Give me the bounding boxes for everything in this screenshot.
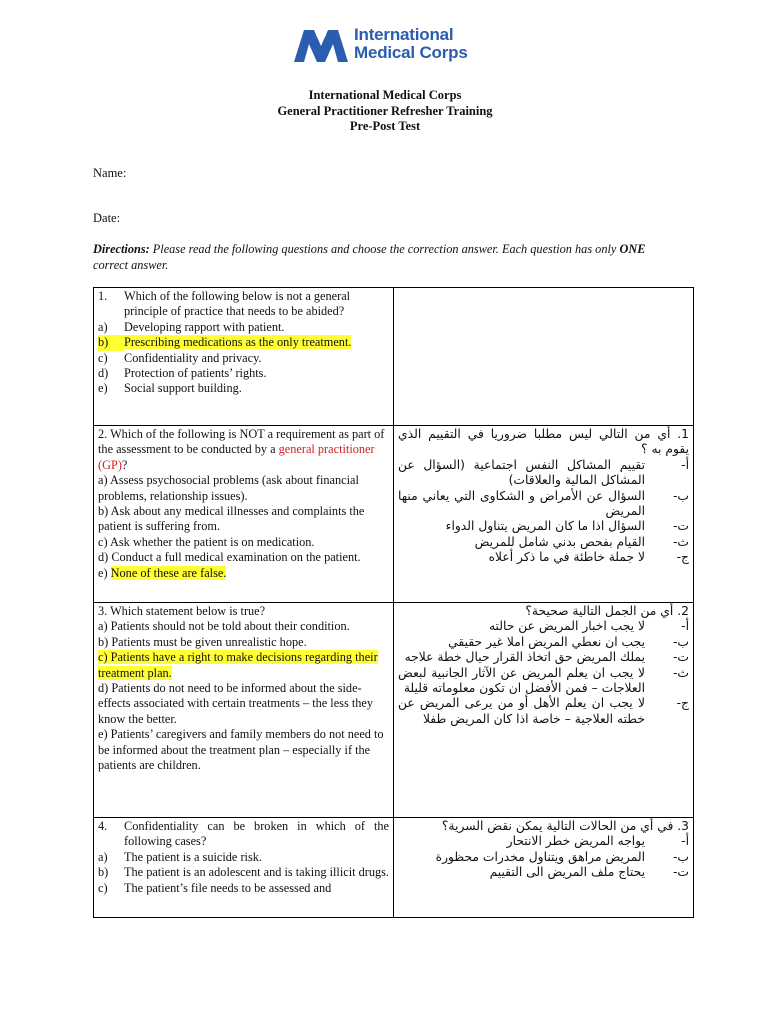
- directions-one: ONE: [619, 242, 646, 256]
- question-2-arabic: [394, 603, 694, 818]
- directions-text-1: Please read the following questions and choose the correction answer. Each question has only: [149, 242, 620, 256]
- question-1-option-a: a) Developing rapport with patient.: [98, 319, 285, 334]
- question-1-stem: 1. Which of the following below is not a general principle of practice that needs to be abided?: [98, 289, 351, 319]
- arabic-question-2-option: أ- لا يجب اخبار المريض عن حالته: [488, 619, 689, 634]
- question-2-option-a: a) Assess psychosocial problems (ask about financial problems, relationship issues).: [98, 473, 359, 503]
- table-row: [94, 426, 694, 603]
- arabic-question-2-option: ت- يملك المريض حق اتخاذ القرار حيال خطة علاجه: [404, 650, 689, 665]
- question-3-arabic: [394, 818, 694, 918]
- imc-logo-icon: [292, 28, 350, 64]
- question-2-option-d: d) Conduct a full medical examination on the patient.: [98, 550, 361, 565]
- logo-line-2: Medical Corps: [354, 43, 468, 62]
- directions-text-2: correct answer.: [93, 258, 169, 272]
- date-field-label: Date:: [93, 211, 121, 225]
- arabic-question-2-option: ب- يجب ان نعطي المريض املا غير حقيقي: [448, 634, 689, 649]
- question-3-option-c: [98, 650, 389, 681]
- question-4-english: [94, 818, 394, 918]
- question-1-option-b: b) Prescribing medications as the only treatment.: [98, 335, 352, 350]
- arabic-question-1-stem: 1. أي من التالي ليس مطلبا ضروريا في التقييم الذي يقوم به ؟: [398, 427, 689, 457]
- directions-label: Directions:: [93, 242, 150, 256]
- highlighted-answer: None of these are false.: [110, 565, 227, 580]
- arabic-question-3-option: أ- يواجه المريض خطر الانتحار: [506, 834, 689, 849]
- question-2-red-term: general practitioner (GP): [98, 442, 375, 472]
- question-4-option-c: c) The patient’s file needs to be assessed and: [98, 880, 332, 895]
- heading-title: International Medical Corps: [308, 88, 462, 102]
- arabic-question-1-option: ت- السؤال اذا ما كان المريض يتناول الدواء: [445, 519, 689, 534]
- question-1-arabic-empty: [394, 288, 694, 426]
- question-2-option-b: b) Ask about any medical illnesses and complaints the patient is suffering from.: [98, 504, 365, 534]
- arabic-question-1-option: أ- تقييم المشاكل النفس اجتماعية (السؤال عن المشاكل المالية والعلاقات): [398, 457, 689, 488]
- highlighted-answer: c) Patients have a right to make decisions regarding their treatment plan.: [98, 650, 378, 680]
- question-3-option-b: b) Patients must be given unrealistic hope.: [98, 634, 307, 649]
- table-row: [94, 288, 694, 426]
- table-row: [94, 818, 694, 918]
- logo-wordmark: [354, 26, 468, 62]
- question-2-english: [94, 426, 394, 603]
- question-1-number: 1.: [98, 289, 108, 303]
- highlighted-answer: Prescribing medications as the only treatment.: [124, 335, 352, 350]
- name-field-label: Name:: [93, 166, 127, 180]
- question-1-arabic: [394, 426, 694, 603]
- question-3-option-e: e) Patients’ caregivers and family members do not need to be informed about the treatment plan – especially if the patients are children.: [98, 727, 384, 773]
- directions: [93, 241, 673, 273]
- logo-line-1: International: [354, 25, 454, 44]
- question-4-number: 4.: [98, 819, 108, 833]
- question-1-option-d: d) Protection of patients’ rights.: [98, 366, 267, 381]
- question-2-option-c: c) Ask whether the patient is on medication.: [98, 534, 315, 549]
- table-row: [94, 603, 694, 818]
- arabic-question-3-stem: 3. في أي من الحالات التالية يمكن نقض السرية؟: [441, 819, 689, 833]
- question-3-option-a: a) Patients should not be told about their condition.: [98, 619, 350, 634]
- question-2-option-e: e) None of these are false.: [98, 565, 227, 580]
- arabic-question-3-option: ت- يحتاج ملف المريض الى التقييم: [489, 865, 689, 880]
- question-4-stem: 4. Confidentiality can be broken in which of the following cases?: [98, 819, 389, 849]
- question-3-option-d: d) Patients do not need to be informed about the side-effects associated with certain treatments – the less they know the better.: [98, 681, 373, 726]
- heading-test: Pre-Post Test: [349, 119, 421, 133]
- arabic-question-2-option: ج- لا يجب ان يعلم الأهل أو من يرعى المريض عن خطته العلاجية – خاصة اذا كان المريض طفلا: [398, 696, 689, 726]
- question-1-english: [94, 288, 394, 426]
- arabic-question-1-option: ث- القيام بفحص بدني شامل للمريض: [474, 534, 689, 549]
- organization-logo: [292, 26, 492, 66]
- arabic-question-3-option: ب- المريض مراهق ويتناول مخدرات محظورة: [435, 849, 689, 864]
- question-2-stem: 2. Which of the following is NOT a requirement as part of the assessment to be conducted by a general practitioner (GP)?: [98, 427, 385, 472]
- arabic-question-1-option: ب- السؤال عن الأمراض و الشكاوى التي يعاني منها المريض: [398, 488, 689, 519]
- question-1-option-e: e) Social support building.: [98, 381, 242, 396]
- heading-subtitle: General Practitioner Refresher Training: [277, 103, 493, 118]
- question-4-option-b: b) The patient is an adolescent and is taking illicit drugs.: [98, 865, 390, 880]
- arabic-question-2-stem: 2. أي من الجمل التالية صحيحة؟: [525, 604, 689, 618]
- document-heading: [0, 88, 770, 135]
- question-3-stem: 3. Which statement below is true?: [98, 604, 266, 618]
- question-1-option-c: c) Confidentiality and privacy.: [98, 350, 262, 365]
- questions-table: [93, 287, 694, 918]
- arabic-question-1-option: ج- لا جملة خاطئة في ما ذكر أعلاه: [488, 550, 689, 565]
- arabic-question-2-option: ث- لا يجب ان يعلم المريض عن الآثار الجانبية لبعض العلاجات – فمن الأفضل ان تكون معلوماته قليلة: [398, 665, 689, 696]
- question-4-option-a: a) The patient is a suicide risk.: [98, 849, 262, 864]
- question-3-english: [94, 603, 394, 818]
